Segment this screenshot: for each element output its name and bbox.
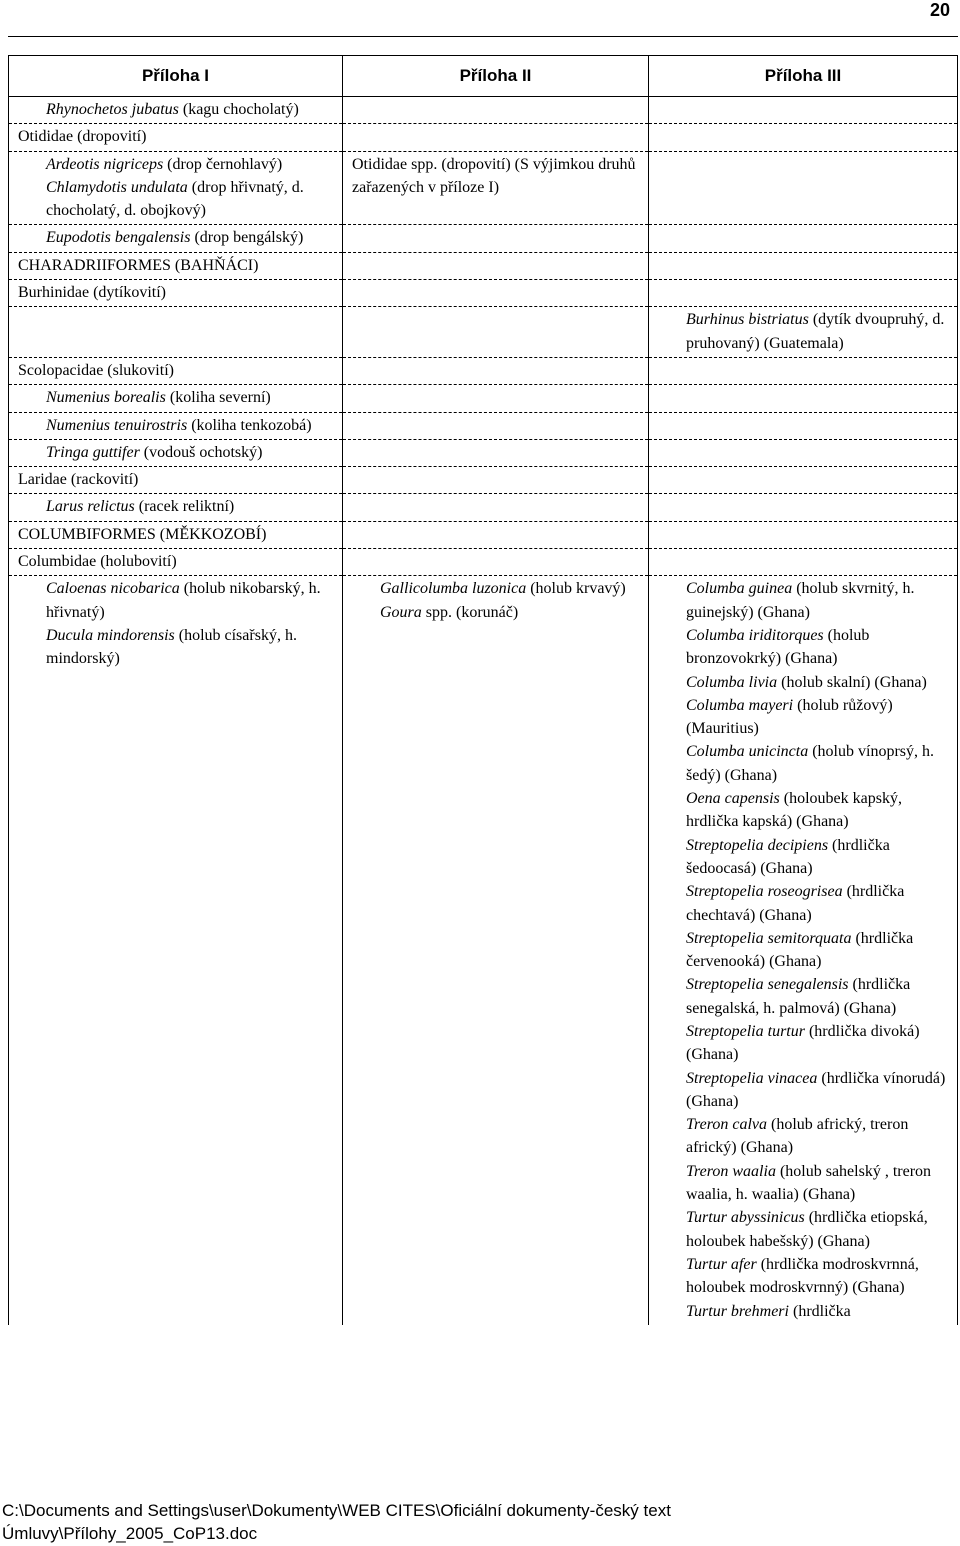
common-name: (holub africký, treron africký) (Ghana) — [686, 1116, 909, 1157]
scientific-name: Streptopelia semitorquata — [686, 929, 852, 947]
table-cell-appendix-3 — [649, 357, 958, 384]
table-cell-appendix-2 — [343, 280, 649, 307]
table-cell-appendix-1 — [9, 357, 343, 384]
table-row — [9, 280, 958, 307]
species-entry — [18, 386, 334, 409]
species-entry — [658, 1067, 949, 1114]
table-cell-appendix-2 — [343, 357, 649, 384]
common-name: Otididae spp. (dropovití) (S výjimkou druhů zařazených v příloze I) — [352, 155, 636, 196]
common-name: (koliha tenkozobá) — [187, 416, 312, 434]
header-rule — [8, 36, 958, 37]
common-name: (hrdlička divoká) (Ghana) — [686, 1022, 920, 1064]
common-name: (holub skvrnitý, h. guinejský) (Ghana) — [686, 580, 915, 621]
species-entry — [18, 176, 334, 223]
table-cell-appendix-1 — [9, 576, 343, 1325]
scientific-name: Treron calva — [686, 1116, 768, 1134]
species-entry — [18, 153, 334, 176]
common-name: Burhinidae (dytíkovití) — [18, 284, 166, 302]
appendix-table — [8, 55, 958, 1325]
common-name: (vodouš ochotský) — [139, 443, 263, 461]
taxon-entry — [352, 153, 640, 200]
table-cell-appendix-1 — [9, 252, 343, 279]
common-name: (holub císařský, h. mindorský) — [46, 626, 297, 668]
species-entry — [658, 973, 949, 1020]
species-entry — [18, 414, 334, 437]
table-cell-appendix-1 — [9, 549, 343, 576]
taxon-entry — [18, 254, 334, 277]
table-cell-appendix-1 — [9, 494, 343, 521]
table-row — [9, 576, 958, 1325]
common-name: (hrdlička šedoocasá) (Ghana) — [686, 836, 890, 877]
scientific-name: Columba guinea — [686, 580, 793, 598]
table-cell-appendix-2 — [343, 412, 649, 439]
species-entry — [18, 495, 334, 518]
table-cell-appendix-1 — [9, 280, 343, 307]
table-cell-appendix-3 — [649, 439, 958, 466]
table-cell-appendix-3 — [649, 385, 958, 412]
table-row — [9, 494, 958, 521]
table-row — [9, 151, 958, 225]
file-path-footer — [2, 1499, 671, 1545]
table-cell-appendix-2 — [343, 439, 649, 466]
common-name: Laridae (rackovití) — [18, 471, 139, 489]
taxon-entry — [18, 125, 334, 148]
table-cell-appendix-1 — [9, 385, 343, 412]
scientific-name: Columba unicincta — [686, 743, 809, 761]
species-entry — [658, 671, 949, 694]
table-cell-appendix-2 — [343, 467, 649, 494]
common-name: (holoubek kapský, hrdlička kapská) (Ghana) — [686, 790, 902, 831]
scientific-name: Rhynochetos jubatus — [46, 101, 179, 118]
taxon-entry — [18, 359, 334, 382]
header-appendix-3: Příloha III — [649, 56, 958, 97]
common-name: (hrdlička vínorudá) (Ghana) — [686, 1069, 946, 1110]
scientific-name: Turtur abyssinicus — [686, 1209, 805, 1227]
table-cell-appendix-3 — [649, 467, 958, 494]
table-cell-appendix-2 — [343, 97, 649, 124]
species-entry — [658, 740, 949, 787]
common-name: spp. (korunáč) — [421, 603, 519, 621]
table-body — [9, 97, 958, 1325]
common-name: (drop černohlavý) — [163, 155, 283, 173]
species-entry — [18, 226, 334, 249]
table-cell-appendix-3 — [649, 307, 958, 358]
scientific-name: Caloenas nicobarica — [46, 580, 180, 598]
table-cell-appendix-1 — [9, 151, 343, 225]
table-cell-appendix-1 — [9, 521, 343, 548]
species-entry — [658, 1113, 949, 1160]
table-cell-appendix-2 — [343, 549, 649, 576]
species-entry — [658, 880, 949, 927]
taxon-entry — [18, 281, 334, 304]
table-row — [9, 97, 958, 124]
table-row — [9, 549, 958, 576]
common-name: (holub růžový) (Mauritius) — [686, 696, 893, 738]
species-entry — [658, 1020, 949, 1067]
table-cell-appendix-2 — [343, 252, 649, 279]
table-cell-appendix-3 — [649, 576, 958, 1325]
table-cell-appendix-1 — [9, 412, 343, 439]
table-row — [9, 521, 958, 548]
table-cell-appendix-3 — [649, 124, 958, 151]
common-name: Otididae (dropovití) — [18, 128, 147, 146]
taxon-entry — [18, 468, 334, 491]
scientific-name: Ducula mindorensis — [46, 626, 175, 644]
table-cell-appendix-2 — [343, 494, 649, 521]
table-row — [9, 307, 958, 358]
common-name: (hrdlička senegalská, h. palmová) (Ghana) — [686, 976, 911, 1017]
species-entry — [18, 624, 334, 671]
table-cell-appendix-1 — [9, 97, 343, 124]
common-name: (drop hřivnatý, d. chocholatý, d. obojkový) — [46, 178, 304, 220]
table-row — [9, 225, 958, 252]
table-cell-appendix-2 — [343, 225, 649, 252]
species-entry — [18, 441, 334, 464]
table-cell-appendix-3 — [649, 494, 958, 521]
scientific-name: Columba livia — [686, 673, 778, 691]
common-name: (racek reliktní) — [134, 498, 235, 516]
table-cell-appendix-1 — [9, 124, 343, 151]
species-entry — [658, 308, 949, 355]
table-cell-appendix-3 — [649, 97, 958, 124]
taxon-entry — [18, 550, 334, 573]
common-name: (holub skalní) (Ghana) — [777, 673, 927, 691]
scientific-name: Ardeotis nigriceps — [46, 155, 164, 173]
scientific-name: Goura — [380, 603, 422, 621]
scientific-name: Gallicolumba luzonica — [380, 580, 527, 598]
common-name: Columbidae (holubovití) — [18, 553, 177, 571]
scientific-name: Columba iriditorques — [686, 626, 824, 644]
common-name: (holub nikobarský, h. hřivnatý) — [46, 580, 321, 621]
species-entry — [658, 787, 949, 834]
scientific-name: Chlamydotis undulata — [46, 178, 188, 196]
table-cell-appendix-3 — [649, 225, 958, 252]
scientific-name: Turtur afer — [686, 1255, 757, 1273]
common-name: (hrdlička etiopská, holoubek habešský) (Ghana) — [686, 1209, 928, 1250]
table-row — [9, 412, 958, 439]
common-name: (holub sahelský , treron waalia, h. waalia) (Ghana) — [686, 1162, 932, 1204]
species-entry — [658, 1253, 949, 1300]
species-entry — [352, 601, 640, 624]
species-entry — [18, 577, 334, 624]
species-entry — [658, 834, 949, 881]
footer-line-2: Úmluvy\Přílohy_2005_CoP13.doc — [2, 1524, 258, 1543]
common-name: (holub bronzovokrký) (Ghana) — [686, 626, 870, 668]
table-row — [9, 385, 958, 412]
species-entry — [18, 98, 334, 121]
table-cell-appendix-1 — [9, 307, 343, 358]
common-name: (hrdlička modroskvrnná, holoubek modroskvrnný) (Ghana) — [686, 1255, 919, 1297]
table-cell-appendix-2 — [343, 307, 649, 358]
species-entry — [658, 1300, 949, 1323]
scientific-name: Streptopelia decipiens — [686, 836, 829, 854]
table-cell-appendix-1 — [9, 225, 343, 252]
table-row — [9, 467, 958, 494]
header-appendix-2: Příloha II — [343, 56, 649, 97]
page-number: 20 — [929, 0, 950, 20]
table-header-row — [9, 56, 958, 97]
table-cell-appendix-2 — [343, 124, 649, 151]
table-cell-appendix-2 — [343, 576, 649, 1325]
footer-line-1: C:\Documents and Settings\user\Dokumenty\WEB CITES\Oficiální dokumenty-český text — [2, 1501, 671, 1520]
species-entry — [658, 694, 949, 741]
scientific-name: Eupodotis bengalensis — [46, 229, 191, 247]
species-entry — [658, 577, 949, 624]
common-name: (holub krvavý) — [526, 580, 626, 598]
common-name: (kagu chocholatý) — [178, 101, 299, 118]
common-name: COLUMBIFORMES (MĚKKOZOBÍ) — [18, 525, 267, 543]
table-cell-appendix-3 — [649, 412, 958, 439]
scientific-name: Oena capensis — [686, 790, 780, 808]
scientific-name: Numenius borealis — [46, 389, 166, 407]
scientific-name: Tringa guttifer — [46, 443, 140, 461]
table-cell-appendix-3 — [649, 521, 958, 548]
table-cell-appendix-1 — [9, 439, 343, 466]
table-row — [9, 357, 958, 384]
table-cell-appendix-3 — [649, 280, 958, 307]
scientific-name: Streptopelia vinacea — [686, 1069, 818, 1087]
common-name: Scolopacidae (slukovití) — [18, 361, 174, 379]
scientific-name: Turtur brehmeri — [686, 1302, 789, 1320]
header-appendix-1: Příloha I — [9, 56, 343, 97]
taxon-entry — [18, 523, 334, 546]
table-cell-appendix-2 — [343, 521, 649, 548]
table-cell-appendix-1 — [9, 467, 343, 494]
scientific-name: Columba mayeri — [686, 696, 794, 714]
common-name: (dytík dvoupruhý, d. pruhovaný) (Guatemala) — [686, 311, 945, 352]
common-name: CHARADRIIFORMES (BAHŇÁCI) — [18, 256, 259, 274]
species-entry — [658, 1206, 949, 1253]
species-entry — [658, 1160, 949, 1207]
table-row — [9, 124, 958, 151]
scientific-name: Larus relictus — [46, 498, 135, 516]
common-name: (hrdlička — [788, 1302, 851, 1320]
common-name: (hrdlička chechtavá) (Ghana) — [686, 883, 905, 924]
species-entry — [658, 624, 949, 671]
table-row — [9, 252, 958, 279]
common-name: (holub vínoprsý, h. šedý) (Ghana) — [686, 743, 934, 784]
table-cell-appendix-3 — [649, 549, 958, 576]
scientific-name: Streptopelia senegalensis — [686, 976, 849, 994]
scientific-name: Streptopelia roseogrisea — [686, 883, 843, 901]
common-name: (hrdlička červenooká) (Ghana) — [686, 929, 914, 971]
common-name: (drop bengálský) — [190, 229, 304, 247]
table-cell-appendix-3 — [649, 252, 958, 279]
species-entry — [352, 577, 640, 600]
table-cell-appendix-2 — [343, 385, 649, 412]
table-cell-appendix-3 — [649, 151, 958, 225]
species-entry — [658, 927, 949, 974]
scientific-name: Treron waalia — [686, 1162, 776, 1180]
scientific-name: Numenius tenuirostris — [46, 416, 188, 434]
table-cell-appendix-2 — [343, 151, 649, 225]
scientific-name: Streptopelia turtur — [686, 1022, 805, 1040]
common-name: (koliha severní) — [165, 389, 271, 407]
table-row — [9, 439, 958, 466]
scientific-name: Burhinus bistriatus — [686, 311, 809, 329]
